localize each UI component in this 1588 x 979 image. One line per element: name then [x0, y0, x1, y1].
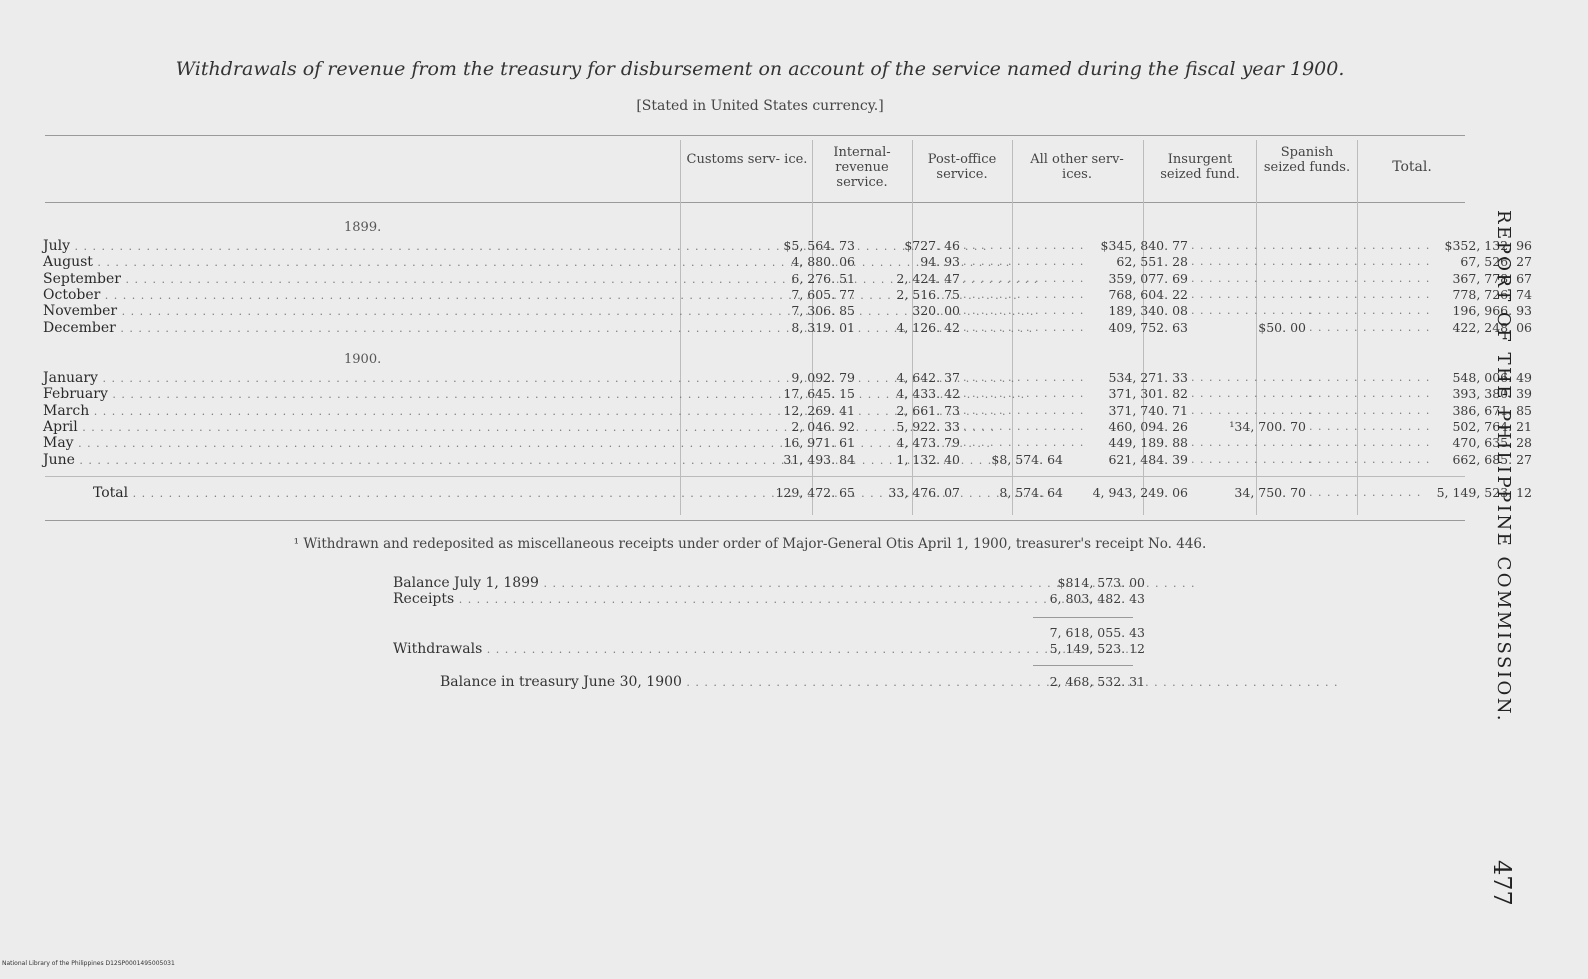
dot-leader: . . . . . . . . . . . . . . — [963, 403, 1085, 417]
running-header-text: REPORT OF THE PHILIPPINE COMMISSION. — [1493, 210, 1514, 724]
cell-total: 502, 764. 21 — [1452, 418, 1532, 434]
dot-leader: . . . . . . . . . . . . . . — [1309, 371, 1431, 384]
month-label: January . . . — [43, 370, 683, 387]
dot-leader: . . . . . . . . . . . . . . — [1191, 436, 1313, 450]
summary-rule — [1033, 665, 1133, 666]
cell-post: $8, 574. 64 — [991, 451, 1063, 467]
month-label: April . . . — [43, 419, 683, 436]
dot-leader: . . . . . . . . . . . . . . — [963, 387, 1085, 401]
table-row — [43, 418, 1532, 435]
cell-total: 470, 635. 28 — [1452, 435, 1532, 451]
dot-leader: . . . . . . . . . . . . . . — [1309, 436, 1431, 450]
dot-leader: . . . . . . . . . . . . . . — [1309, 387, 1431, 401]
cell-customs: 4, 880. 06 — [791, 254, 855, 270]
total-row — [43, 485, 1532, 501]
table-row — [43, 386, 1532, 403]
cell-customs: 16, 971. 61 — [783, 435, 855, 451]
table-row — [43, 451, 1532, 468]
year-label-1900: 1900. — [344, 352, 382, 367]
summary-withdrawals-label: Withdrawals . . . — [393, 641, 1033, 658]
dot-leader: . . . . . . . . . . . . . . — [1191, 403, 1313, 417]
cell-total: 548, 006. 49 — [1452, 370, 1532, 385]
dot-leader: . . . . . . . . . . . . . . — [1309, 287, 1431, 301]
cell-other: 534, 271. 33 — [1108, 370, 1188, 385]
cell-customs: 2, 046. 92 — [791, 418, 855, 434]
cell-customs: 31, 493. 84 — [783, 451, 855, 467]
month-label: February . . . — [43, 386, 683, 403]
summary-withdrawals-row — [393, 641, 1145, 657]
footnote: ¹ Withdrawn and redeposited as miscellaneous receipts under order of Major-General Otis April 1, 1900, treasurer's receipt No. 446. — [293, 536, 1207, 552]
total-grand: 5, 149, 523. 12 — [1436, 485, 1532, 500]
page-number-text: 477 — [1488, 860, 1516, 906]
cell-other: 189, 340. 08 — [1108, 303, 1188, 319]
table-row — [43, 238, 1532, 254]
month-label: October . . . — [43, 287, 683, 304]
column-header-spanish: Spanish seized funds. — [1263, 145, 1351, 175]
month-label: June . . . — [43, 452, 683, 469]
table-row — [43, 303, 1532, 320]
month-label: November . . . — [43, 303, 683, 320]
dot-leader: . . . . . . . . . . . . . . — [963, 371, 1085, 384]
dot-leader: . . . . . . . . . . . . . . — [1309, 403, 1431, 417]
page-number — [1484, 860, 1524, 930]
dot-leader: . . . . . . . . . . . . . . — [963, 271, 1085, 285]
cell-total: 393, 380. 39 — [1452, 386, 1532, 402]
month-label: December . . . — [43, 320, 683, 337]
summary-final-value: 2, 468, 532. 31 — [1049, 674, 1145, 689]
dot-leader: . . . . . . . . . . . . . . — [1309, 255, 1431, 269]
header-bottom-rule — [45, 202, 1465, 203]
library-watermark: National Library of the Philippines D12SP0001495005031 — [2, 960, 175, 967]
month-label: August . . . — [43, 254, 683, 271]
summary-withdrawals-value: 5, 149, 523. 12 — [1049, 641, 1145, 656]
total-post: 8, 574. 64 — [999, 485, 1063, 500]
cell-total: 422, 248. 06 — [1452, 319, 1532, 335]
cell-customs: 6, 276. 51 — [791, 270, 855, 286]
cell-customs: 7, 605. 77 — [791, 286, 855, 302]
summary-receipts-row — [393, 591, 1145, 607]
cell-total: 196, 966. 93 — [1452, 303, 1532, 319]
running-header — [1484, 210, 1524, 770]
month-label: May . . . — [43, 435, 683, 452]
dot-leader: . . . . . . . . . . . . . . — [1191, 371, 1313, 384]
dot-leader: . . . . . . . . . . . . . . — [1191, 387, 1313, 401]
dot-leader: . . . . . . . . . . . . . . — [963, 436, 1085, 450]
dot-leader: . . . . . . . . . . . . . . — [1191, 452, 1313, 466]
dot-leader: . . . . . . . . . . . . . . — [963, 320, 1085, 334]
cell-total: 67, 526. 27 — [1460, 254, 1532, 270]
table-row — [43, 370, 1532, 386]
summary-final-label: Balance in treasury June 30, 1900 . . . — [440, 674, 1033, 691]
dot-leader: . . . . . . . . . . . . . . — [1191, 255, 1313, 269]
dot-leader: . . . . . . . . . . . . . . — [1309, 320, 1431, 334]
total-spanish-leader: . . . . . . . . . . . . . — [1309, 486, 1422, 499]
summary-receipts-label: Receipts . . . — [393, 591, 1033, 608]
column-header-all-other: All other serv- ices. — [1030, 152, 1124, 182]
column-header-total: Total. — [1392, 159, 1432, 175]
table-row — [43, 286, 1532, 303]
cell-other: $345, 840. 77 — [1100, 238, 1188, 253]
month-label: July . . . — [43, 238, 683, 255]
table-row — [43, 254, 1532, 271]
cell-total: 662, 685. 27 — [1452, 451, 1532, 467]
cell-internal: 4, 473. 79 — [896, 435, 960, 451]
dot-leader: . . . . . . . . . . . . . . — [1191, 304, 1313, 318]
table-bottom-rule — [45, 520, 1465, 521]
cell-internal: 320. 00 — [912, 303, 960, 319]
total-insurgent: 34, 750. 70 — [1234, 485, 1306, 500]
cell-internal: 4, 126. 42 — [896, 319, 960, 335]
total-label: Total . . . — [43, 485, 683, 502]
table-row — [43, 435, 1532, 452]
dot-leader: . . . . . . . . . . . . . . — [1191, 271, 1313, 285]
table-row — [43, 402, 1532, 419]
dot-leader: . . . . . . . . . . . . . . — [963, 239, 1085, 252]
summary-rule — [1033, 617, 1133, 618]
cell-customs: 8, 319. 01 — [791, 319, 855, 335]
cell-internal: $727. 46 — [904, 238, 960, 253]
cell-other: 449, 189. 88 — [1108, 435, 1188, 451]
total-customs: 129, 472. 65 — [775, 485, 855, 500]
dot-leader: . . . . . . . . . . . . . . — [963, 419, 1085, 433]
total-other: 4, 943, 249. 06 — [1092, 485, 1188, 500]
cell-other: 371, 740. 71 — [1108, 402, 1188, 418]
table-title: Withdrawals of revenue from the treasury for disbursement on account of the service named during the fiscal year 1900. — [175, 58, 1345, 80]
dot-leader: . . . . . . . . . . . . . . — [1309, 419, 1431, 433]
cell-total: 386, 671. 85 — [1452, 402, 1532, 418]
dot-leader: . . . . . . . . . . . . . . — [963, 287, 1085, 301]
column-header-customs: Customs serv- ice. — [686, 152, 808, 167]
cell-total: 778, 726. 74 — [1452, 286, 1532, 302]
table-top-rule — [45, 135, 1465, 136]
cell-customs: 9, 092. 79 — [791, 370, 855, 385]
cell-internal: 1, 132. 40 — [896, 451, 960, 467]
total-internal: 33, 476. 07 — [888, 485, 960, 500]
dot-leader: . . . . . . . . . . . . . . — [1309, 239, 1431, 252]
cell-internal: 2, 516. 75 — [896, 286, 960, 302]
dot-leader: . . . . . . . . . . . . . . — [1309, 304, 1431, 318]
table-subtitle: [Stated in United States currency.] — [636, 98, 884, 114]
cell-customs: 7, 306. 85 — [791, 303, 855, 319]
cell-internal: 94. 93 — [920, 254, 960, 270]
cell-other: 409, 752. 63 — [1108, 319, 1188, 335]
cell-customs: 12, 269. 41 — [783, 402, 855, 418]
column-header-post-office: Post-office service. — [927, 152, 997, 182]
cell-other: 460, 094. 26 — [1108, 418, 1188, 434]
cell-other: 768, 604. 22 — [1108, 286, 1188, 302]
cell-other: 621, 484. 39 — [1108, 451, 1188, 467]
cell-internal: 4, 642. 37 — [896, 370, 960, 385]
cell-internal: 4, 433. 42 — [896, 386, 960, 402]
cell-internal: 2, 661. 73 — [896, 402, 960, 418]
cell-other: 62, 551. 28 — [1116, 254, 1188, 270]
cell-internal: 2, 424. 47 — [896, 270, 960, 286]
dot-leader: . . . . . . . . . . . . . . — [1309, 452, 1431, 466]
cell-total: 367, 778. 67 — [1452, 270, 1532, 286]
column-header-internal-revenue: Internal- revenue service. — [833, 145, 891, 190]
month-label: September . . . — [43, 271, 683, 288]
total-top-rule — [45, 476, 1465, 477]
cell-insurgent: $50. 00 — [1258, 319, 1306, 335]
cell-total: $352, 132. 96 — [1444, 238, 1532, 253]
summary-subtotal-row — [393, 625, 1145, 641]
table-row — [43, 270, 1532, 287]
cell-internal: 5, 922. 33 — [896, 418, 960, 434]
cell-other: 371, 301. 82 — [1108, 386, 1188, 402]
month-label: March . . . — [43, 403, 683, 420]
summary-subtotal-value: 7, 618, 055. 43 — [1049, 625, 1145, 640]
dot-leader: . . . . . . . . . . . . . . — [1309, 271, 1431, 285]
cell-insurgent: ¹34, 700. 70 — [1229, 418, 1306, 434]
summary-balance-row — [393, 575, 1145, 591]
summary-final-row — [440, 674, 1145, 690]
table-row — [43, 319, 1532, 336]
column-header-insurgent: Insurgent seized fund. — [1160, 152, 1240, 182]
dot-leader: . . . . . . . . . . . . . . — [1191, 287, 1313, 301]
summary-receipts-value: 6, 803, 482. 43 — [1049, 591, 1145, 606]
year-label-1899: 1899. — [344, 220, 382, 235]
summary-balance-label: Balance July 1, 1899 . . . — [393, 575, 1033, 592]
summary-balance-value: $814, 573. 00 — [1057, 575, 1145, 590]
cell-other: 359, 077. 69 — [1108, 270, 1188, 286]
cell-customs: $5, 564. 73 — [783, 238, 855, 253]
dot-leader: . . . . . . . . . . . . . . — [1191, 239, 1313, 252]
dot-leader: . . . . . . . . . . . . . . — [963, 255, 1085, 269]
dot-leader: . . . . . . . . . . . . . . — [963, 304, 1085, 318]
cell-customs: 17, 645. 15 — [783, 386, 855, 402]
